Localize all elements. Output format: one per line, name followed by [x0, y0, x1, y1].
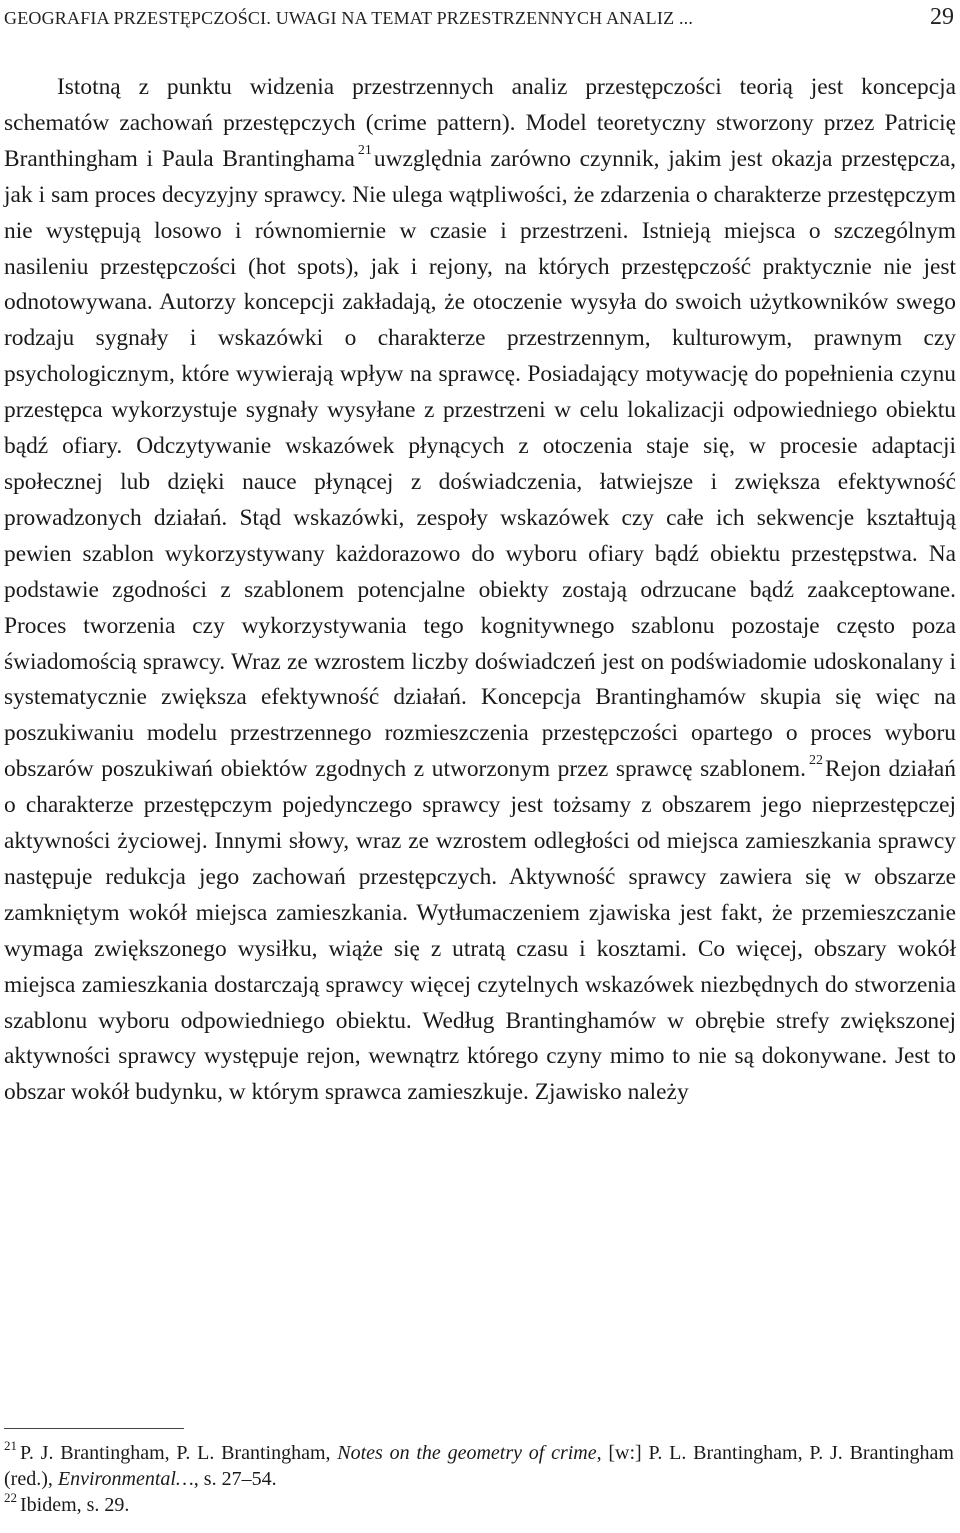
- footnote-21: [4, 1440, 954, 1492]
- body-text: [4, 70, 956, 1111]
- footnote-text: , [w:] P. L. Brantingham, P. J. Brantingham (red.),: [4, 1442, 954, 1490]
- paragraph: [4, 70, 956, 1111]
- footnote-number: 21: [4, 1438, 17, 1453]
- footnote-ref-22[interactable]: 22: [808, 753, 823, 769]
- footnotes: [4, 1440, 954, 1518]
- footnote-text: Ibidem, s. 29.: [20, 1494, 130, 1516]
- footnote-title: Environmental…: [57, 1468, 194, 1490]
- running-title: GEOGRAFIA PRZESTĘPCZOŚCI. UWAGI NA TEMAT PRZESTRZENNYCH ANALIZ ...: [4, 8, 694, 28]
- footnote-title: Notes on the geometry of crime: [337, 1442, 597, 1464]
- footnote-divider: [4, 1428, 184, 1429]
- footnote-text: , s. 27–54.: [193, 1468, 277, 1490]
- text-segment: Rejon działań o charakterze przestępczym pojedynczego sprawcy jest tożsamy z obszarem jego nieprzestępczej aktywności życiowej. Innymi słowy, wraz ze wzrostem odległości od miejsca zamieszkania sprawcy następuje redukcja jego zachowań przestępczych. Aktywność sprawcy zawiera się w obszarze zamkniętym wokół miejsca zamieszkania. Wytłumaczeniem zjawiska jest fakt, że przemieszczanie wymaga zwiększonego wysiłku, wiąże się z utratą czasu i kosztami. Co więcej, obszary wokół miejsca zamieszkania dostarczają sprawcy więcej czytelnych wskazówek niezbędnych do stworzenia szablonu wyboru odpowiedniego obiektu. Według Brantinghamów w obrębie strefy zwiększonej aktywności sprawcy występuje rejon, wewnątrz którego czyny mimo to nie są dokonywane. Jest to obszar wokół budynku, w którym sprawca zamieszkuje. Zjawisko należy: [4, 756, 956, 1106]
- text-segment: uwzględnia zarówno czynnik, jakim jest okazja przestępcza, jak i sam proces decyzyjny sprawcy. Nie ulega wątpliwości, że zdarzenia o charakterze przestępczym nie występują losowo i równomiernie w czasie i przestrzeni. Istnieją miejsca o szczególnym nasileniu przestępczości (hot spots), jak i rejony, na których przestępczość praktycznie nie jest odnotowywana. Autorzy koncepcji zakładają, że otoczenie wysyła do swoich użytkowników swego rodzaju sygnały i wskazówki o charakterze przestrzennym, kulturowym, prawnym czy psychologicznym, które wywierają wpływ na sprawcę. Posiadający motywację do popełnienia czynu przestępca wykorzystuje sygnały wysyłane z przestrzeni w celu lokalizacji odpowiedniego obiektu bądź ofiary. Odczytywanie wskazówek płynących z otoczenia staje się, w procesie adaptacji społecznej lub dzięki nauce płynącej z doświadczenia, łatwiejsze i zwiększa efektywność prowadzonych działań. Stąd wskazówki, zespoły wskazówek czy całe ich sekwencje kształtują pewien szablon wykorzystywany każdorazowo do wyboru ofiary bądź obiektu przestępstwa. Na podstawie zgodności z szablonem potencjalne obiekty zostają odrzucane bądź zaakceptowane. Proces tworzenia czy wykorzystywania tego kognitywnego szablonu pozostaje często poza świadomością sprawcy. Wraz ze wzrostem liczby doświadczeń jest on podświadomie udoskonalany i systematycznie zwiększa efektywność działań. Koncepcja Brantinghamów skupia się więc na poszukiwaniu modelu przestrzennego rozmieszczenia przestępczości opartego o proces wyboru obszarów poszukiwań obiektów zgodnych z utworzonym przez sprawcę szablonem.: [4, 145, 957, 783]
- footnote-text: P. J. Brantingham, P. L. Brantingham,: [20, 1442, 338, 1464]
- page-header: [4, 4, 954, 32]
- footnote-22: [4, 1492, 954, 1518]
- text-segment: Istotną z punktu widzenia przestrzennych analiz przestępczości teorią jest koncepcja schematów zachowań przestępczych (crime pattern). Model teoretyczny stworzony przez Patricię Branthingham i Paula Brantinghama: [4, 74, 956, 172]
- footnote-ref-21[interactable]: 21: [357, 142, 372, 158]
- page-number: 29: [930, 4, 954, 30]
- footnote-number: 22: [4, 1490, 17, 1505]
